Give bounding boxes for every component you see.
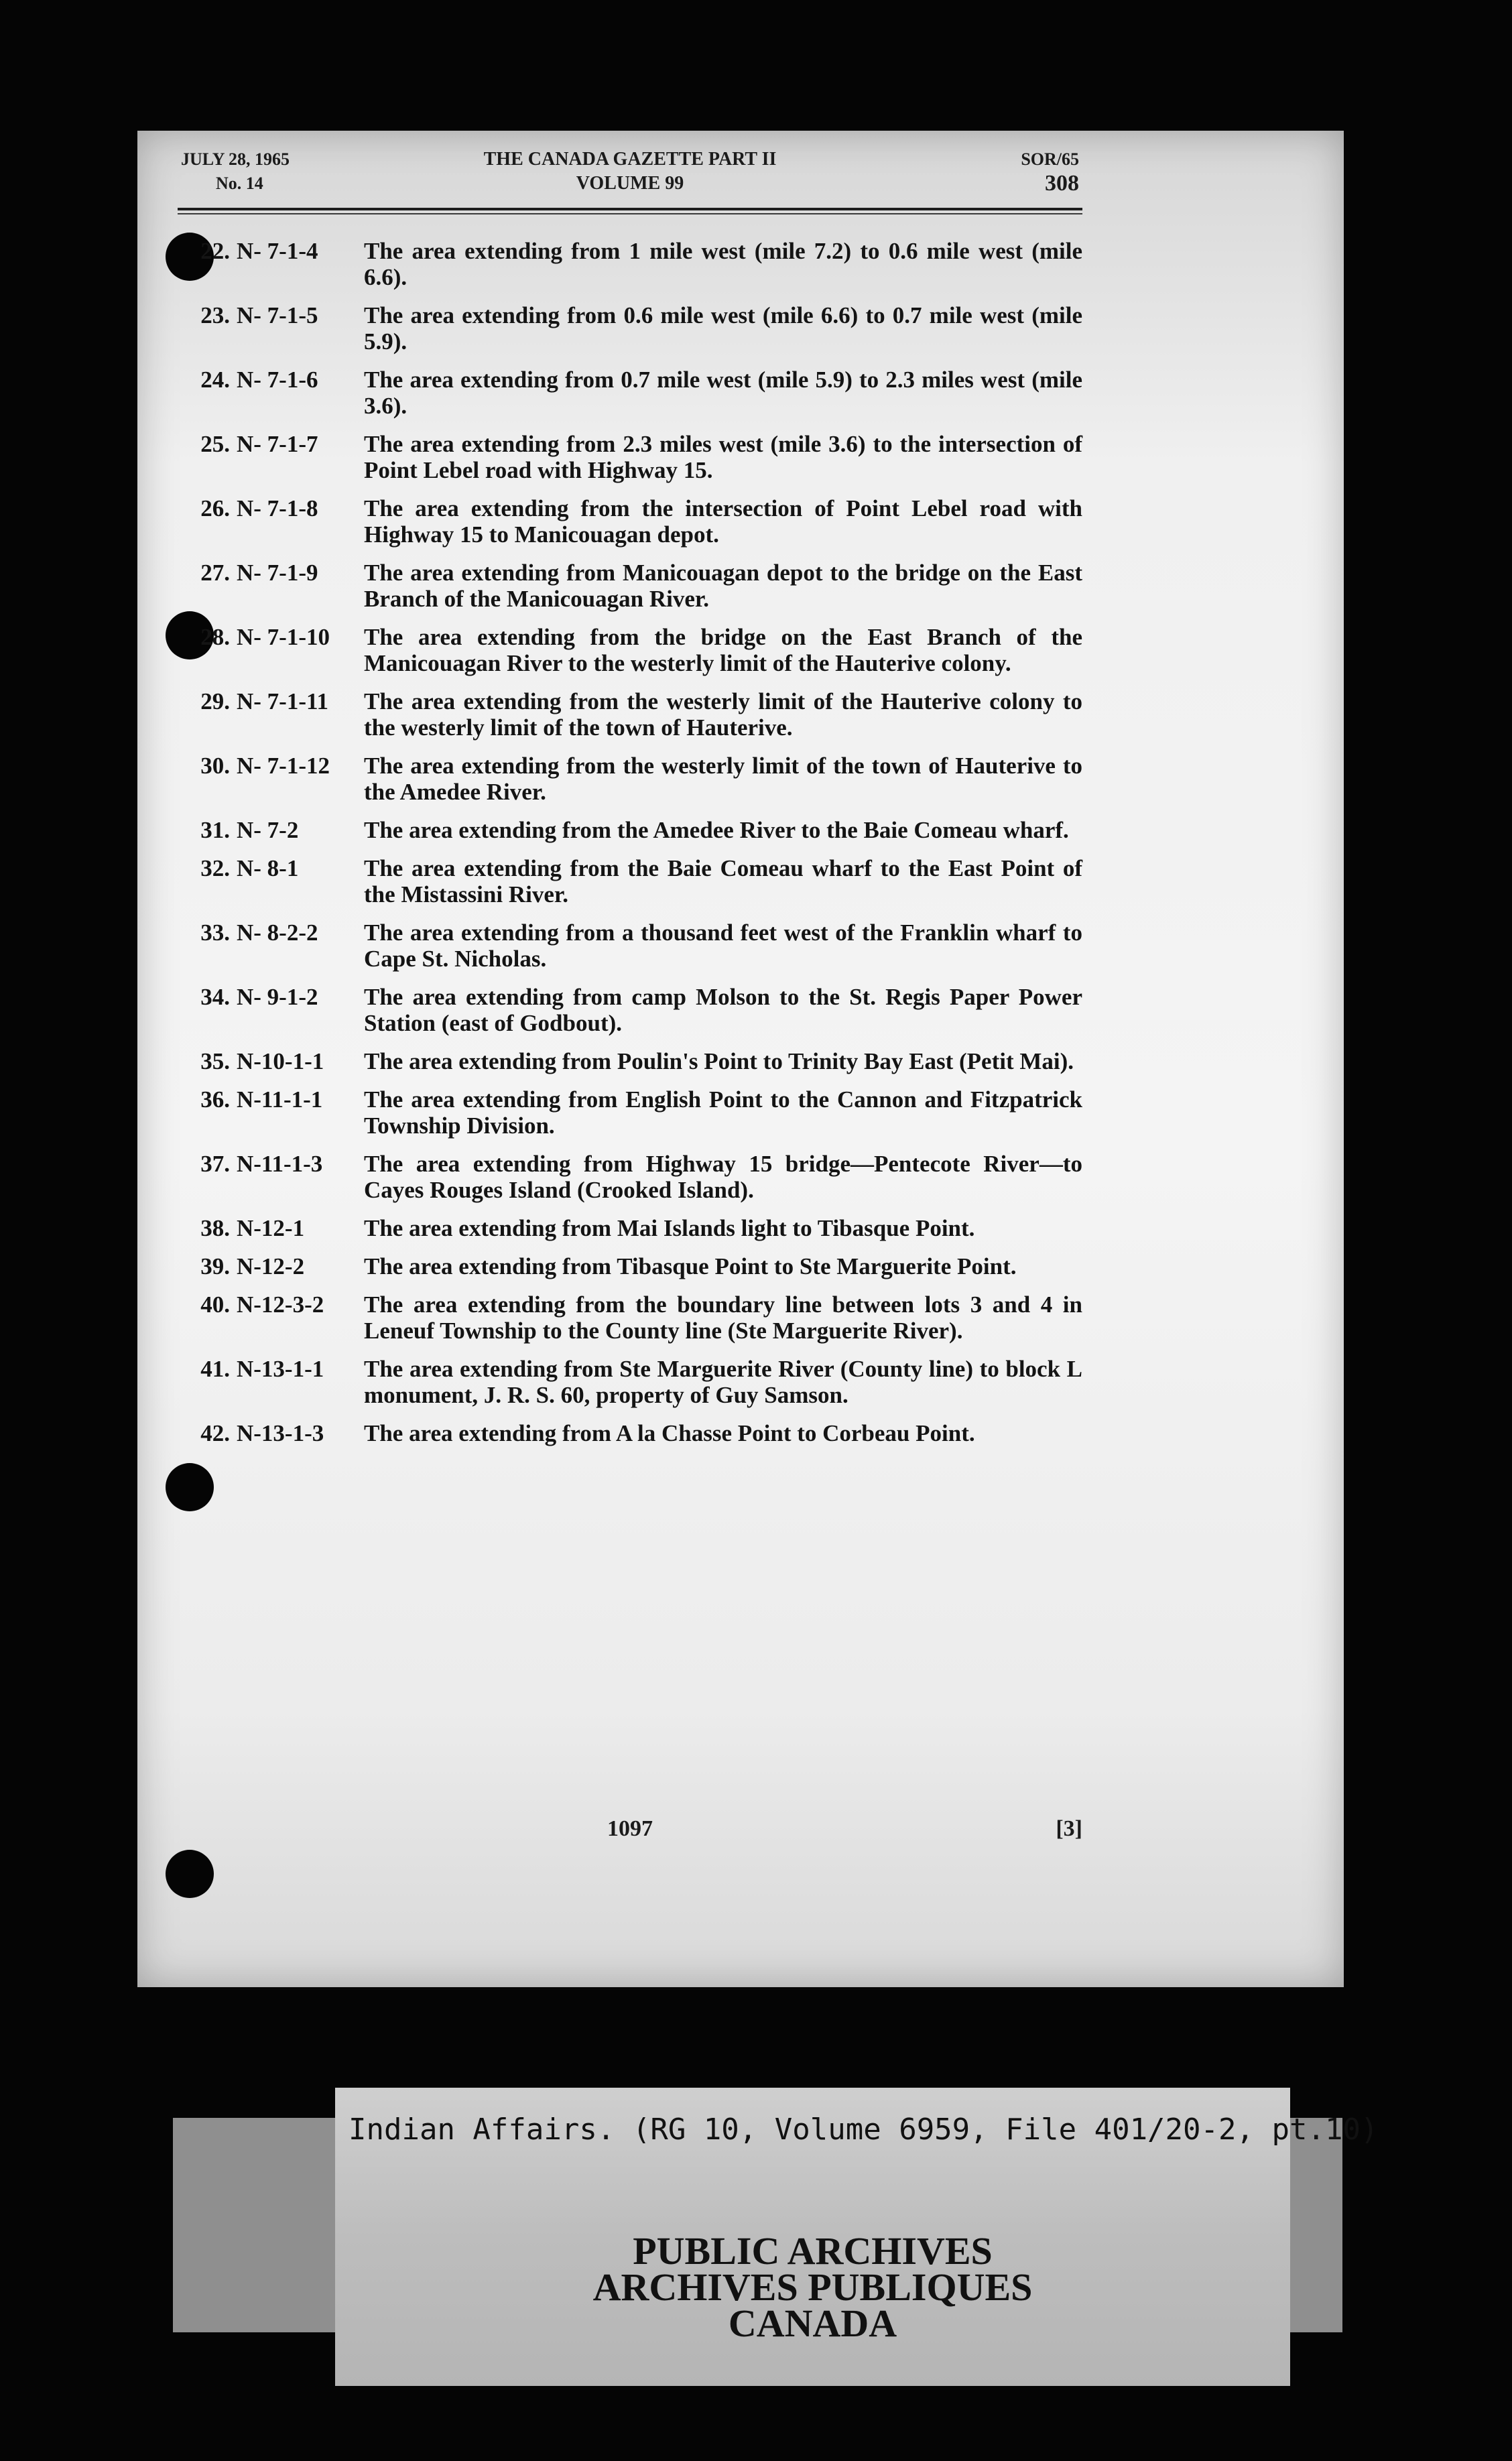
entry-code: N-10-1-1 xyxy=(237,1048,324,1074)
header-rule xyxy=(178,208,1082,210)
list-item xyxy=(178,302,1082,355)
entry-description: The area extending from Mai Islands light to Tibasque Point. xyxy=(364,1215,975,1241)
entry-description: The area extending from Poulin's Point to Trinity Bay East (Petit Mai). xyxy=(364,1048,1074,1074)
header-center xyxy=(181,147,1079,196)
entry-number: 33. xyxy=(200,920,230,946)
entry-code: N- 7-1-4 xyxy=(237,238,318,264)
list-item xyxy=(178,495,1082,548)
entry-number: 42. xyxy=(200,1420,230,1446)
entry-description: The area extending from the Baie Comeau wharf to the East Point of the Mistassini River. xyxy=(364,855,1082,907)
entry-code: N- 7-1-7 xyxy=(237,431,318,457)
entry-number: 29. xyxy=(200,688,230,714)
entry-code: N- 7-1-9 xyxy=(237,560,318,586)
entry-code: N-12-2 xyxy=(237,1253,305,1279)
entry-number: 39. xyxy=(200,1253,230,1279)
list-item xyxy=(178,984,1082,1036)
entry-description: The area extending from Manicouagan depot to the bridge on the East Branch of the Manicouagan River. xyxy=(364,560,1082,612)
entry-code: N-12-1 xyxy=(237,1215,305,1241)
list-item xyxy=(178,431,1082,483)
list-item xyxy=(178,753,1082,805)
list-item xyxy=(178,1151,1082,1203)
list-item xyxy=(178,238,1082,290)
archive-title-line3: CANADA xyxy=(728,2301,897,2345)
entry-description: The area extending from the westerly limit of the Hauterive colony to the westerly limit of the town of Hauterive. xyxy=(364,688,1082,741)
entry-number: 41. xyxy=(200,1356,230,1382)
archive-reference: Indian Affairs. (RG 10, Volume 6959, File 401/20-2, pt.10) xyxy=(349,2112,1379,2147)
punch-hole xyxy=(166,1850,214,1898)
entry-number: 24. xyxy=(200,367,230,393)
header-sor: SOR/65 xyxy=(1021,149,1079,169)
entry-code: N-11-1-1 xyxy=(237,1086,323,1113)
entry-code: N- 7-2 xyxy=(237,817,299,843)
entry-description: The area extending from the Amedee River to the Baie Comeau wharf. xyxy=(364,817,1069,843)
list-item xyxy=(178,817,1082,843)
list-item xyxy=(178,920,1082,972)
header-date: JULY 28, 1965 xyxy=(181,149,290,169)
entry-description: The area extending from a thousand feet west of the Franklin wharf to Cape St. Nicholas. xyxy=(364,920,1082,972)
entry-code: N-11-1-3 xyxy=(237,1151,323,1177)
list-item xyxy=(178,1253,1082,1279)
list-item xyxy=(178,1048,1082,1074)
entry-code: N- 7-1-11 xyxy=(237,688,329,714)
entry-description: The area extending from camp Molson to the St. Regis Paper Power Station (east of Godbout). xyxy=(364,984,1082,1036)
entry-description: The area extending from 1 mile west (mile 7.2) to 0.6 mile west (mile 6.6). xyxy=(364,238,1082,290)
list-item xyxy=(178,1086,1082,1139)
entry-number: 40. xyxy=(200,1291,230,1318)
entry-code: N-12-3-2 xyxy=(237,1291,324,1318)
entry-description: The area extending from A la Chasse Point to Corbeau Point. xyxy=(364,1420,975,1446)
entry-code: N- 8-2-2 xyxy=(237,920,318,946)
list-item xyxy=(178,1215,1082,1241)
entry-number: 34. xyxy=(200,984,230,1010)
page-footer xyxy=(178,1816,1082,1850)
entry-number: 27. xyxy=(200,560,230,586)
entry-number: 22. xyxy=(200,238,230,264)
entry-description: The area extending from the bridge on the East Branch of the Manicouagan River to the westerly limit of the Hauterive colony. xyxy=(364,624,1082,676)
header-page-number: 308 xyxy=(1045,171,1079,196)
entry-number: 36. xyxy=(200,1086,230,1113)
entry-description: The area extending from English Point to the Cannon and Fitzpatrick Township Division. xyxy=(364,1086,1082,1139)
header-rule-thin xyxy=(178,213,1082,214)
entry-number: 28. xyxy=(200,624,230,650)
entry-code: N- 7-1-5 xyxy=(237,302,318,328)
entry-description: The area extending from Tibasque Point to Ste Marguerite Point. xyxy=(364,1253,1017,1279)
list-item xyxy=(178,855,1082,907)
entry-number: 26. xyxy=(200,495,230,521)
entry-number: 37. xyxy=(200,1151,230,1177)
entry-number: 30. xyxy=(200,753,230,779)
header-issue: No. 14 xyxy=(216,174,263,193)
entry-code: N-13-1-3 xyxy=(237,1420,324,1446)
list-item xyxy=(178,367,1082,419)
entry-code: N- 7-1-8 xyxy=(237,495,318,521)
archive-title-line1: PUBLIC ARCHIVES xyxy=(633,2229,993,2273)
entry-number: 38. xyxy=(200,1215,230,1241)
entry-description: The area extending from 0.7 mile west (mile 5.9) to 2.3 miles west (mile 3.6). xyxy=(364,367,1082,419)
entry-code: N-13-1-1 xyxy=(237,1356,324,1382)
footer-reference: [3] xyxy=(1056,1816,1082,1841)
entry-number: 32. xyxy=(200,855,230,881)
entry-code: N- 9-1-2 xyxy=(237,984,318,1010)
header-publication: THE CANADA GAZETTE PART II xyxy=(483,149,777,170)
list-item xyxy=(178,624,1082,676)
entries-list xyxy=(178,238,1082,1458)
entry-code: N- 7-1-10 xyxy=(237,624,330,650)
entry-description: The area extending from 0.6 mile west (mile 6.6) to 0.7 mile west (mile 5.9). xyxy=(364,302,1082,355)
entry-code: N- 7-1-12 xyxy=(237,753,330,779)
entry-number: 35. xyxy=(200,1048,230,1074)
entry-number: 25. xyxy=(200,431,230,457)
entry-description: The area extending from 2.3 miles west (mile 3.6) to the intersection of Point Lebel road with Highway 15. xyxy=(364,431,1082,483)
header-right xyxy=(1021,147,1079,196)
header-volume: VOLUME 99 xyxy=(576,173,684,194)
entry-code: N- 7-1-6 xyxy=(237,367,318,393)
punch-hole xyxy=(166,1463,214,1511)
list-item xyxy=(178,688,1082,741)
page-header xyxy=(181,147,1079,201)
archive-title-line2: ARCHIVES PUBLIQUES xyxy=(592,2265,1033,2309)
list-item xyxy=(178,560,1082,612)
entry-description: The area extending from the westerly limit of the town of Hauterive to the Amedee River. xyxy=(364,753,1082,805)
entry-description: The area extending from the boundary line between lots 3 and 4 in Leneuf Township to the County line (Ste Marguerite River). xyxy=(364,1291,1082,1344)
entry-description: The area extending from Ste Marguerite River (County line) to block L monument, J. R. S. 60, property of Guy Samson. xyxy=(364,1356,1082,1408)
entry-number: 31. xyxy=(200,817,230,843)
list-item xyxy=(178,1356,1082,1408)
list-item xyxy=(178,1291,1082,1344)
entry-number: 23. xyxy=(200,302,230,328)
list-item xyxy=(178,1420,1082,1446)
footer-page-number: 1097 xyxy=(607,1816,653,1841)
entry-code: N- 8-1 xyxy=(237,855,299,881)
entry-description: The area extending from Highway 15 bridge—Pentecote River—to Cayes Rouges Island (Crooked Island). xyxy=(364,1151,1082,1203)
entry-description: The area extending from the intersection of Point Lebel road with Highway 15 to Manicouagan depot. xyxy=(364,495,1082,548)
